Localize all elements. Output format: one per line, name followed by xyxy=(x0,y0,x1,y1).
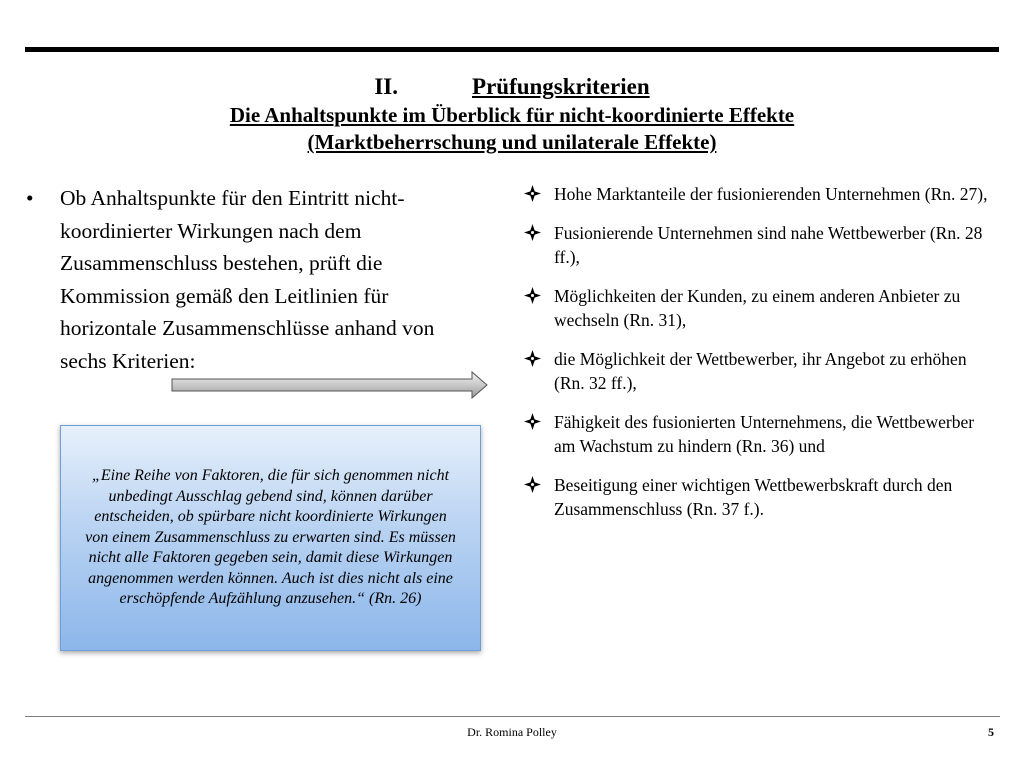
subtitle-line-2: (Marktbeherrschung und unilaterale Effekte) xyxy=(307,130,717,154)
criteria-text: Fusionierende Unternehmen sind nahe Wettbewerber (Rn. 28 ff.), xyxy=(554,223,983,267)
section-number: II. xyxy=(374,74,399,99)
diamond-bullet-icon xyxy=(524,413,541,430)
diamond-bullet-icon xyxy=(524,476,541,493)
footer-divider xyxy=(25,716,1000,717)
criteria-item xyxy=(521,221,996,269)
diamond-bullet-icon xyxy=(524,224,541,241)
page-number: 5 xyxy=(988,725,994,739)
criteria-item xyxy=(521,347,996,395)
top-divider xyxy=(25,47,999,52)
right-arrow-icon xyxy=(170,370,490,400)
intro-text: Ob Anhaltspunkte für den Eintritt nicht-koordinierter Wirkungen nach dem Zusammenschluss bestehen, prüft die Kommission gemäß den Leitlinien für horizontale Zusammenschlüsse anhand von sechs Kriterien: xyxy=(60,186,435,373)
footer-author: Dr. Romina Polley xyxy=(467,725,557,739)
quote-box xyxy=(60,425,481,651)
quote-text: „Eine Reihe von Faktoren, die für sich genommen nicht unbedingt Ausschlag gebend sind, können darüber entscheiden, ob spürbare nicht koordinierte Wirkungen von einem Zusammenschluss zu erwarten sind. Es müssen nicht alle Faktoren gegeben sein, damit diese Wirkungen angenommen werden können. Auch ist dies nicht als eine erschöpfende Aufzählung anzusehen.“ (Rn. 26) xyxy=(85,466,456,608)
bullet-icon: • xyxy=(26,186,34,210)
criteria-text: Beseitigung einer wichtigen Wettbewerbskraft durch den Zusammenschluss (Rn. 37 f.). xyxy=(554,475,953,519)
diamond-bullet-icon xyxy=(524,287,541,304)
subtitle-line-1: Die Anhaltspunkte im Überblick für nicht-koordinierte Effekte xyxy=(229,103,795,127)
criteria-text: Möglichkeiten der Kunden, zu einem anderen Anbieter zu wechseln (Rn. 31), xyxy=(554,286,961,330)
criteria-item xyxy=(521,410,996,458)
criteria-item xyxy=(521,473,996,521)
intro-bullet xyxy=(26,182,476,377)
criteria-text: die Möglichkeit der Wettbewerber, ihr Angebot zu erhöhen (Rn. 32 ff.), xyxy=(554,349,967,393)
criteria-list xyxy=(521,182,996,536)
section-heading xyxy=(0,72,1024,102)
slide-title xyxy=(0,72,1024,156)
criteria-text: Hohe Marktanteile der fusionierenden Unternehmen (Rn. 27), xyxy=(554,184,988,204)
diamond-bullet-icon xyxy=(524,350,541,367)
criteria-item xyxy=(521,284,996,332)
criteria-item xyxy=(521,182,996,206)
criteria-text: Fähigkeit des fusionierten Unternehmens, die Wettbewerber am Wachstum zu hindern (Rn. 36) und xyxy=(554,412,975,456)
section-title: Prüfungskriterien xyxy=(472,74,650,99)
diamond-bullet-icon xyxy=(524,185,541,202)
